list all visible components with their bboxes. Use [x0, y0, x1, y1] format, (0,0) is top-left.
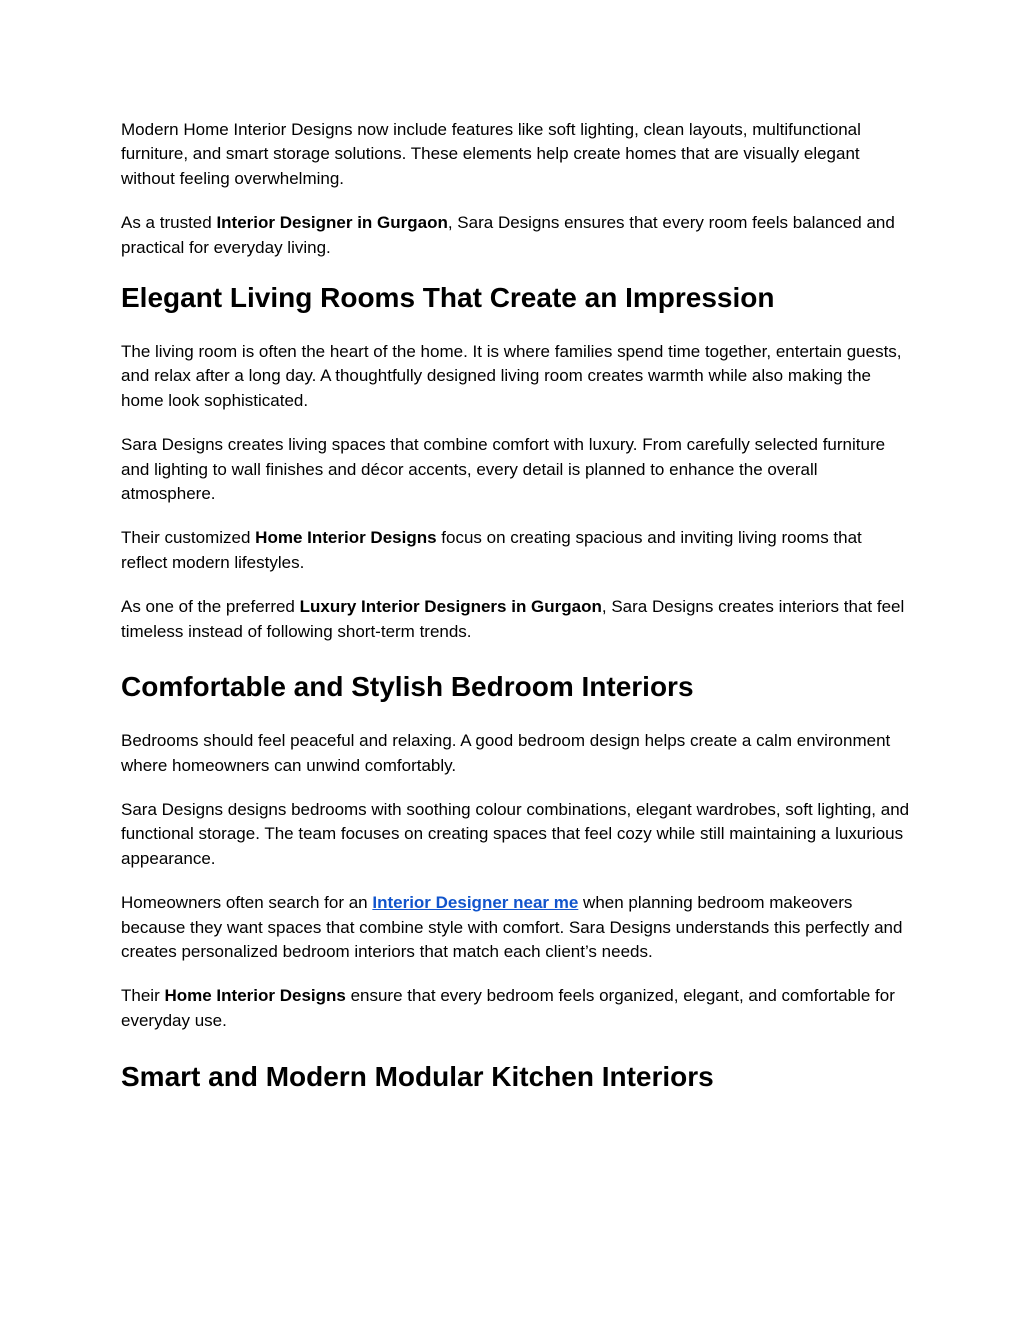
bedroom-p4-text-after: ensure that every bedroom feels organized, elegant, and comfortable for everyday use. — [121, 986, 895, 1030]
living-p3-text-before: Their customized — [121, 528, 256, 548]
living-rooms-heading: Elegant Living Rooms That Create an Impression — [121, 282, 775, 314]
interior-designer-near-me-link[interactable]: Interior Designer near me — [372, 893, 579, 913]
living-p4-bold-keyword: Luxury Interior Designers in Gurgaon — [299, 597, 602, 617]
living-p3-bold-keyword: Home Interior Designs — [255, 528, 437, 548]
living-p4-text-before: As one of the preferred — [121, 597, 300, 617]
kitchen-interiors-heading: Smart and Modern Modular Kitchen Interiors — [121, 1061, 714, 1093]
bedroom-paragraph-4 — [121, 984, 911, 1033]
living-paragraph-3 — [121, 526, 911, 575]
bedroom-paragraph-3 — [121, 891, 911, 964]
intro-p2-bold-keyword: Interior Designer in Gurgaon — [216, 213, 448, 233]
bedroom-interiors-heading: Comfortable and Stylish Bedroom Interiors — [121, 671, 694, 703]
bedroom-p4-bold-keyword: Home Interior Designs — [164, 986, 346, 1006]
bedroom-p4-text-before: Their — [121, 986, 165, 1006]
bedroom-paragraph-2: Sara Designs designs bedrooms with soothing colour combinations, elegant wardrobes, soft lighting, and functional storage. The team focuses on creating spaces that feel cozy while still maintaining a luxurious appearance. — [121, 799, 910, 868]
intro-p2-text-after: , Sara Designs ensures that every room feels balanced and practical for everyday living. — [121, 213, 895, 257]
living-paragraph-2: Sara Designs creates living spaces that combine comfort with luxury. From carefully selected furniture and lighting to wall finishes and décor accents, every detail is planned to enhance the overall atmosphere. — [121, 435, 886, 504]
living-paragraph-4 — [121, 595, 911, 644]
living-paragraph-1: The living room is often the heart of the home. It is where families spend time together, entertain guests, and relax after a long day. A thoughtfully designed living room creates warmth while also making the home look sophisticated. — [121, 342, 902, 410]
bedroom-paragraph-1: Bedrooms should feel peaceful and relaxing. A good bedroom design helps create a calm environment where homeowners can unwind comfortably. — [121, 731, 891, 775]
living-p4-text-after: , Sara Designs creates interiors that feel timeless instead of following short-term trends. — [121, 597, 905, 641]
bedroom-p3-text-after: when planning bedroom makeovers because they want spaces that combine style with comfort. Sara Designs understands this perfectly and creates personalized bedroom interiors that match each client’s needs. — [121, 893, 903, 961]
intro-p2-text-before: As a trusted — [121, 213, 217, 233]
intro-paragraph-2 — [121, 211, 911, 260]
document-page — [121, 118, 911, 1094]
bedroom-p3-text-before: Homeowners often search for an — [121, 893, 373, 913]
intro-paragraph-1: Modern Home Interior Designs now include features like soft lighting, clean layouts, multifunctional furniture, and smart storage solutions. These elements help create homes that are visually elegant without feeling overwhelming. — [121, 120, 861, 188]
living-p3-text-after: focus on creating spacious and inviting living rooms that reflect modern lifestyles. — [121, 528, 862, 572]
